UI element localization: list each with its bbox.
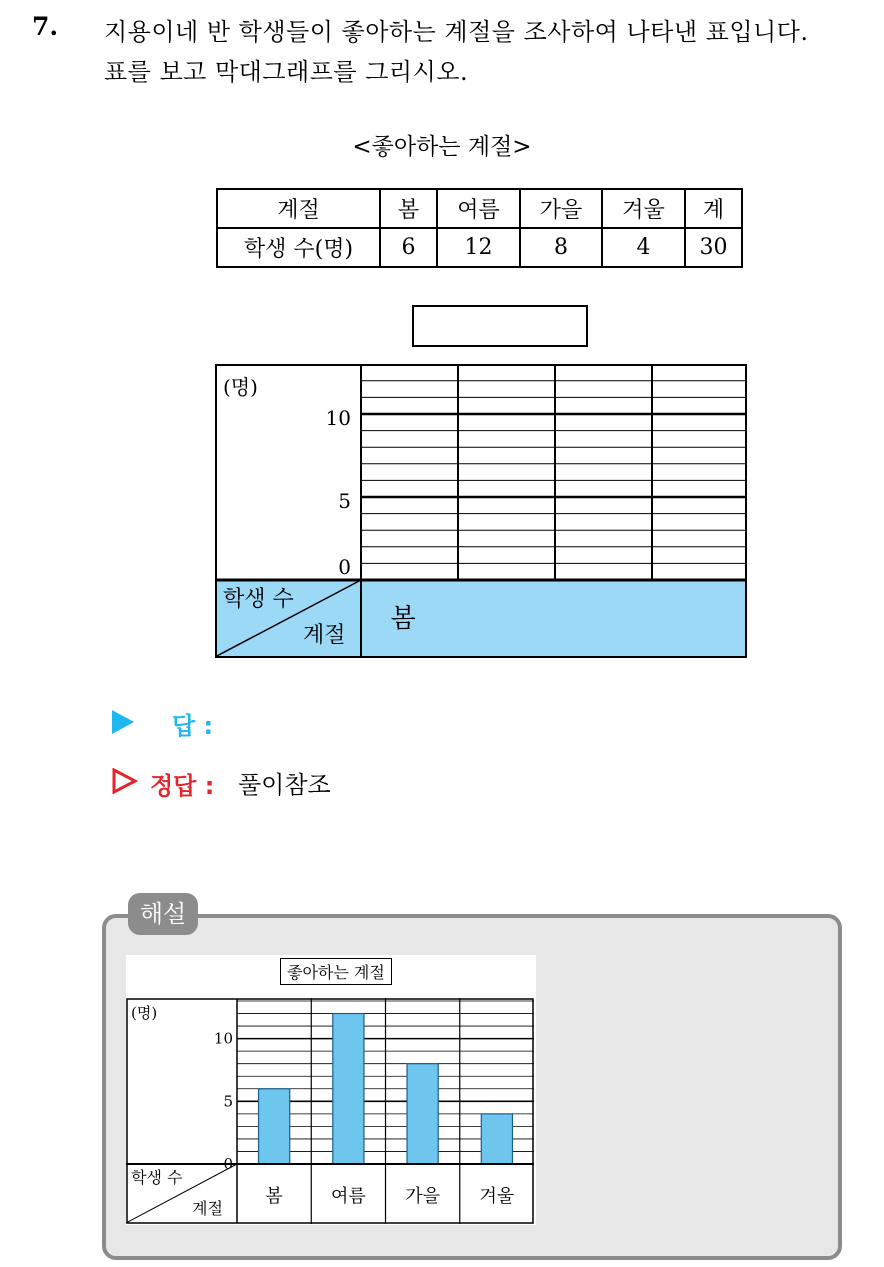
blank-bar-graph xyxy=(215,364,747,658)
category-label: 여름 xyxy=(330,1186,366,1207)
category-label: 가을 xyxy=(405,1186,441,1207)
category-label: 봄 xyxy=(265,1186,283,1207)
correct-arrow-icon xyxy=(112,768,138,794)
question-text-line-2: 표를 보고 막대그래프를 그리시오. xyxy=(104,58,469,86)
graph-title-blank[interactable] xyxy=(412,305,588,347)
table-cell: 4 xyxy=(602,228,685,267)
corner-label-top: 학생 수 xyxy=(223,587,294,612)
category-band xyxy=(215,580,747,658)
bar-가을 xyxy=(407,1064,438,1164)
bar-봄 xyxy=(259,1089,290,1164)
question-text-line-1: 지용이네 반 학생들이 좋아하는 계절을 조사하여 나타낸 표입니다. xyxy=(104,18,809,46)
table-header-cell: 겨울 xyxy=(602,189,685,228)
table-header-cell: 가을 xyxy=(520,189,602,228)
table-header-cell: 계절 xyxy=(217,189,380,228)
table-header-cell: 여름 xyxy=(437,189,520,228)
table-header-cell: 계 xyxy=(685,189,742,228)
correct-answer-label: 정답 : xyxy=(150,772,215,800)
y-tick-label: 5 xyxy=(223,1092,233,1111)
corner-label-bottom: 계절 xyxy=(303,623,346,648)
answer-label: 답 : xyxy=(172,712,214,740)
table-cell: 30 xyxy=(685,228,742,267)
y-tick-label: 5 xyxy=(338,489,351,513)
table-header-cell: 봄 xyxy=(380,189,437,228)
unit-label: (명) xyxy=(223,375,258,399)
y-tick-label: 10 xyxy=(213,1029,233,1048)
table-cell: 6 xyxy=(380,228,437,267)
corner-label-top: 학생 수 xyxy=(131,1168,183,1187)
category-label: 겨울 xyxy=(479,1186,515,1207)
bar-여름 xyxy=(333,1014,364,1164)
table-header-row xyxy=(217,189,742,228)
corner-label-bottom: 계절 xyxy=(192,1199,223,1218)
solution-graph-title: 좋아하는 계절 xyxy=(280,958,392,985)
category-label: 봄 xyxy=(390,604,416,634)
y-tick-label: 0 xyxy=(223,1155,233,1173)
solution-bar-chart xyxy=(126,998,534,1224)
bar-겨울 xyxy=(481,1114,512,1164)
y-tick-label: 10 xyxy=(325,406,351,430)
table-row xyxy=(217,228,742,267)
explanation-tab: 해설 xyxy=(128,893,198,935)
table-cell: 학생 수(명) xyxy=(217,228,380,267)
table-cell: 12 xyxy=(437,228,520,267)
table-title: <좋아하는 계절> xyxy=(352,134,532,160)
correct-answer-value: 풀이참조 xyxy=(238,771,331,799)
unit-label: (명) xyxy=(131,1004,158,1022)
y-tick-label: 0 xyxy=(338,555,351,579)
answer-arrow-icon xyxy=(112,710,134,734)
table-cell: 8 xyxy=(520,228,602,267)
data-table xyxy=(216,188,743,268)
question-number: 7. xyxy=(32,12,59,41)
